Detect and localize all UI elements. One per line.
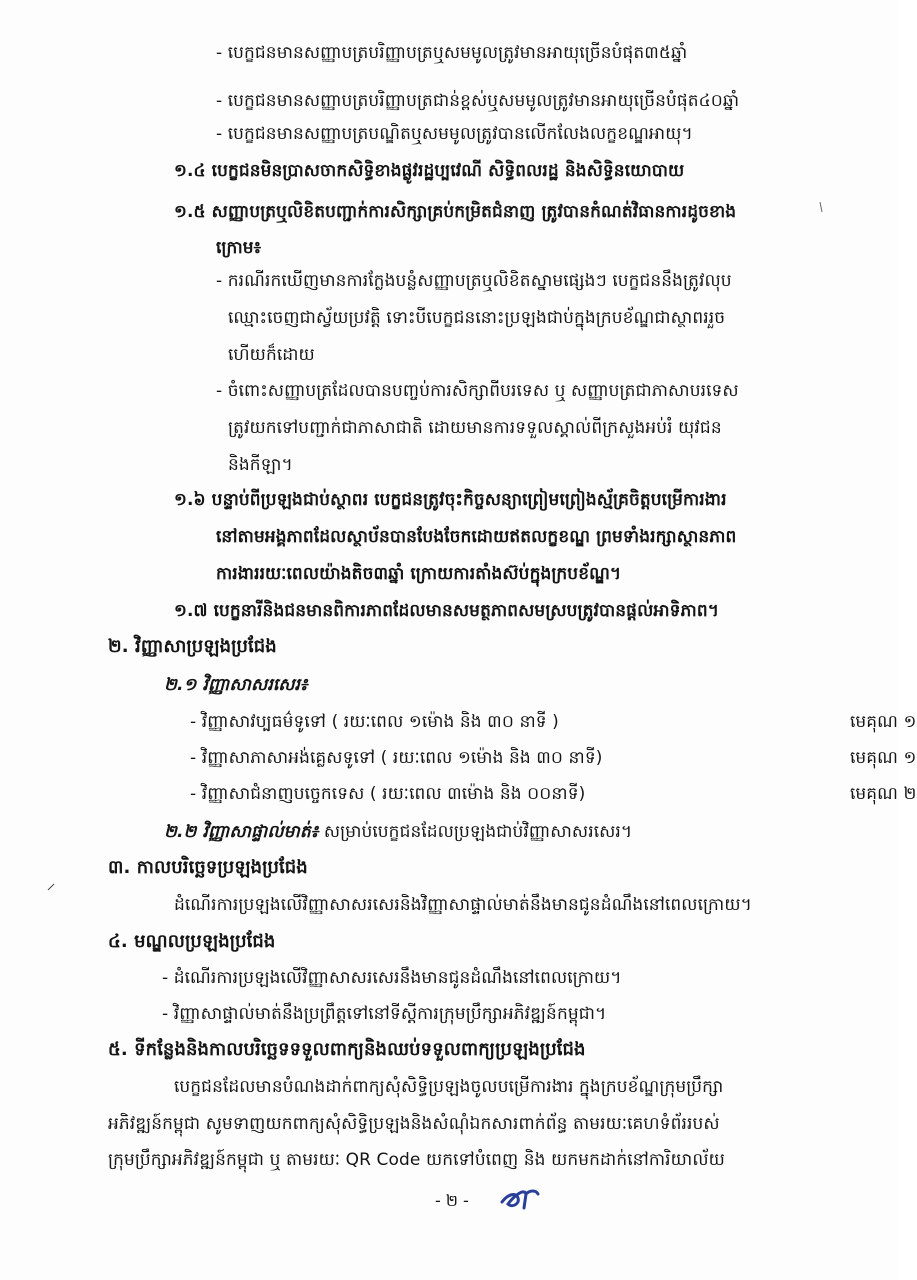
item-1-7: ១.៧ បេក្ខនារីនិងជនមានពិការភាពដែលមានសមត្ថភាពសមស្របត្រូវបានផ្តល់អាទិភាព។ [174, 601, 720, 621]
item-1-5-line1: ១.៥ សញ្ញាបត្រឬលិខិតបញ្ជាក់ការសិក្សាគ្រប់កម្រិតជំនាញ ត្រូវបានកំណត់វិធានការដូចខាង [174, 202, 737, 222]
section-5-para-line2: អភិវឌ្ឍន៍កម្ពុជា សូមទាញយកពាក្យសុំសិទ្ធិប្រឡងនិងសំណុំឯកសារពាក់ព័ន្ធ តាមរយៈគេហទំព័ររបស់ [108, 1114, 720, 1134]
subject-technical [190, 779, 917, 809]
handwritten-initials-icon [496, 1182, 542, 1214]
section-2-1-heading: ២.១ វិញ្ញាសាសរសេរ៖ [164, 675, 308, 695]
age-limit-master: - បេក្ខជនមានសញ្ញាបត្របរិញ្ញាបត្រជាន់ខ្ពស់ឬសមមូលត្រូវមានអាយុច្រើនបំផុត៤០ឆ្នាំ [216, 91, 740, 111]
item-1-6-line3: ការងាររយៈពេលយ៉ាងតិច៣ឆ្នាំ ក្រោយការតាំងស៊ប់ក្នុងក្របខ័ណ្ឌ។ [216, 564, 622, 584]
item-1-5-line2: ក្រោម៖ [216, 238, 262, 258]
subject-english [190, 743, 917, 773]
section-5-heading: ៥. ទីកន្លែងនិងកាលបរិច្ឆេទទទួលពាក្យនិងឈប់ទទួលពាក្យប្រឡងប្រជែង [108, 1039, 586, 1060]
item-1-4: ១.៤ បេក្ខជនមិនប្រាសចាកសិទ្ធិខាងផ្លូវរដ្ឋប្បវេណី សិទ្ធិពលរដ្ឋ និងសិទ្ធិនយោបាយ [174, 161, 685, 181]
scan-mark-icon [46, 882, 56, 892]
section-2-2 [164, 817, 632, 847]
subject-general-culture [190, 707, 917, 737]
section-3-heading: ៣. កាលបរិច្ឆេទប្រឡងប្រជែង [108, 857, 308, 878]
subject-name: - វិញ្ញាសាវប្បធម៌ទូទៅ ( រយៈពេល ១ម៉ោង និង ៣០ នាទី ) [190, 712, 559, 732]
subject-name: - វិញ្ញាសាភាសាអង់គ្លេសទូទៅ ( រយៈពេល ១ម៉ោង និង ៣០ នាទី) [190, 748, 603, 768]
scan-mark-icon [816, 200, 826, 214]
item-1-5-bullet1-line2: ឈ្មោះចេញជាស្វ័យប្រវត្តិ ទោះបីបេក្ខជននោះប្រឡងជាប់ក្នុងក្របខ័ណ្ឌជាស្ថាពររួច [228, 308, 726, 328]
subject-coefficient: មេគុណ ២ [850, 784, 917, 804]
age-limit-doctorate: - បេក្ខជនមានសញ្ញាបត្របណ្ឌិតឬសមមូលត្រូវបានលើកលែងលក្ខខណ្ឌអាយុ។ [216, 124, 693, 144]
item-1-6-line2: នៅតាមអង្គភាពដែលស្ថាប័នបានបែងចែកដោយឥតលក្ខខណ្ឌ ព្រមទាំងរក្សាស្ថានភាព [216, 527, 737, 547]
subject-coefficient: មេគុណ ១ [850, 748, 917, 768]
section-3-text: ដំណើរការប្រឡងលើវិញ្ញាសាសរសេរនិងវិញ្ញាសាផ្ទាល់មាត់នឹងមានជូនដំណឹងនៅពេលក្រោយ។ [174, 895, 752, 915]
section-2-heading: ២. វិញ្ញាសាប្រឡងប្រជែង [108, 636, 277, 657]
page-number: - ២ - [435, 1191, 469, 1210]
item-1-5-bullet1-line3: ហើយក៏ដោយ [228, 345, 315, 365]
section-5-para-line3: ក្រុមប្រឹក្សាអភិវឌ្ឍន៍កម្ពុជា ឬ តាមរយៈ QR Code យកទៅបំពេញ និង យកមកដាក់នៅការិយាល័យ [108, 1150, 725, 1170]
section-2-2-text: សម្រាប់បេក្ខជនដែលប្រឡងជាប់វិញ្ញាសាសរសេរ។ [318, 822, 633, 842]
section-4-heading: ៤. មណ្ឌលប្រឡងប្រជែង [108, 931, 276, 952]
age-limit-bachelor: - បេក្ខជនមានសញ្ញាបត្របរិញ្ញាបត្រឬសមមូលត្រូវមានអាយុច្រើនបំផុត៣៥ឆ្នាំ [216, 43, 688, 63]
item-1-6-line1: ១.៦ បន្ទាប់ពីប្រឡងជាប់ស្ថាពរ បេក្ខជនត្រូវចុះកិច្ចសន្យាព្រៀមព្រៀងស្ម័គ្រចិត្តបម្រើការងារ [174, 490, 727, 510]
subject-coefficient: មេគុណ ១ [850, 712, 917, 732]
item-1-5-bullet1-line1: - ករណីរកឃើញមានការក្លែងបន្លំសញ្ញាបត្រឬលិខិតស្នាមផ្សេងៗ បេក្ខជននឹងត្រូវលុប [216, 271, 732, 291]
section-4-bullet2: - វិញ្ញាសាផ្ទាល់មាត់នឹងប្រព្រឹត្តទៅនៅទីស្តីការក្រុមប្រឹក្សាអភិវឌ្ឍន៍កម្ពុជា។ [162, 1004, 607, 1024]
section-4-bullet1: - ដំណើរការប្រឡងលើវិញ្ញាសាសរសេរនឹងមានជូនដំណឹងនៅពេលក្រោយ។ [162, 968, 622, 988]
item-1-5-bullet2-line2: ត្រូវយកទៅបញ្ជាក់ជាភាសាជាតិ ដោយមានការទទួលស្គាល់ពីក្រសួងអប់រំ យុវជន [228, 418, 722, 438]
item-1-5-bullet2-line1: - ចំពោះសញ្ញាបត្រដែលបានបញ្ចប់ការសិក្សាពីបរទេស ឬ សញ្ញាបត្រជាភាសាបរទេស [216, 381, 739, 401]
section-5-para-line1: បេក្ខជនដែលមានបំណងដាក់ពាក្យសុំសិទ្ធិប្រឡងចូលបម្រើការងារ ក្នុងក្របខ័ណ្ឌក្រុមប្រឹក្សា [174, 1077, 724, 1097]
subject-name: - វិញ្ញាសាជំនាញបច្ចេកទេស ( រយៈពេល ៣ម៉ោង និង ០០នាទី) [190, 784, 586, 804]
section-2-2-heading: ២.២ វិញ្ញាសាផ្ទាល់មាត់៖ [164, 822, 319, 842]
item-1-5-bullet2-line3: និងកីឡា។ [228, 455, 293, 475]
